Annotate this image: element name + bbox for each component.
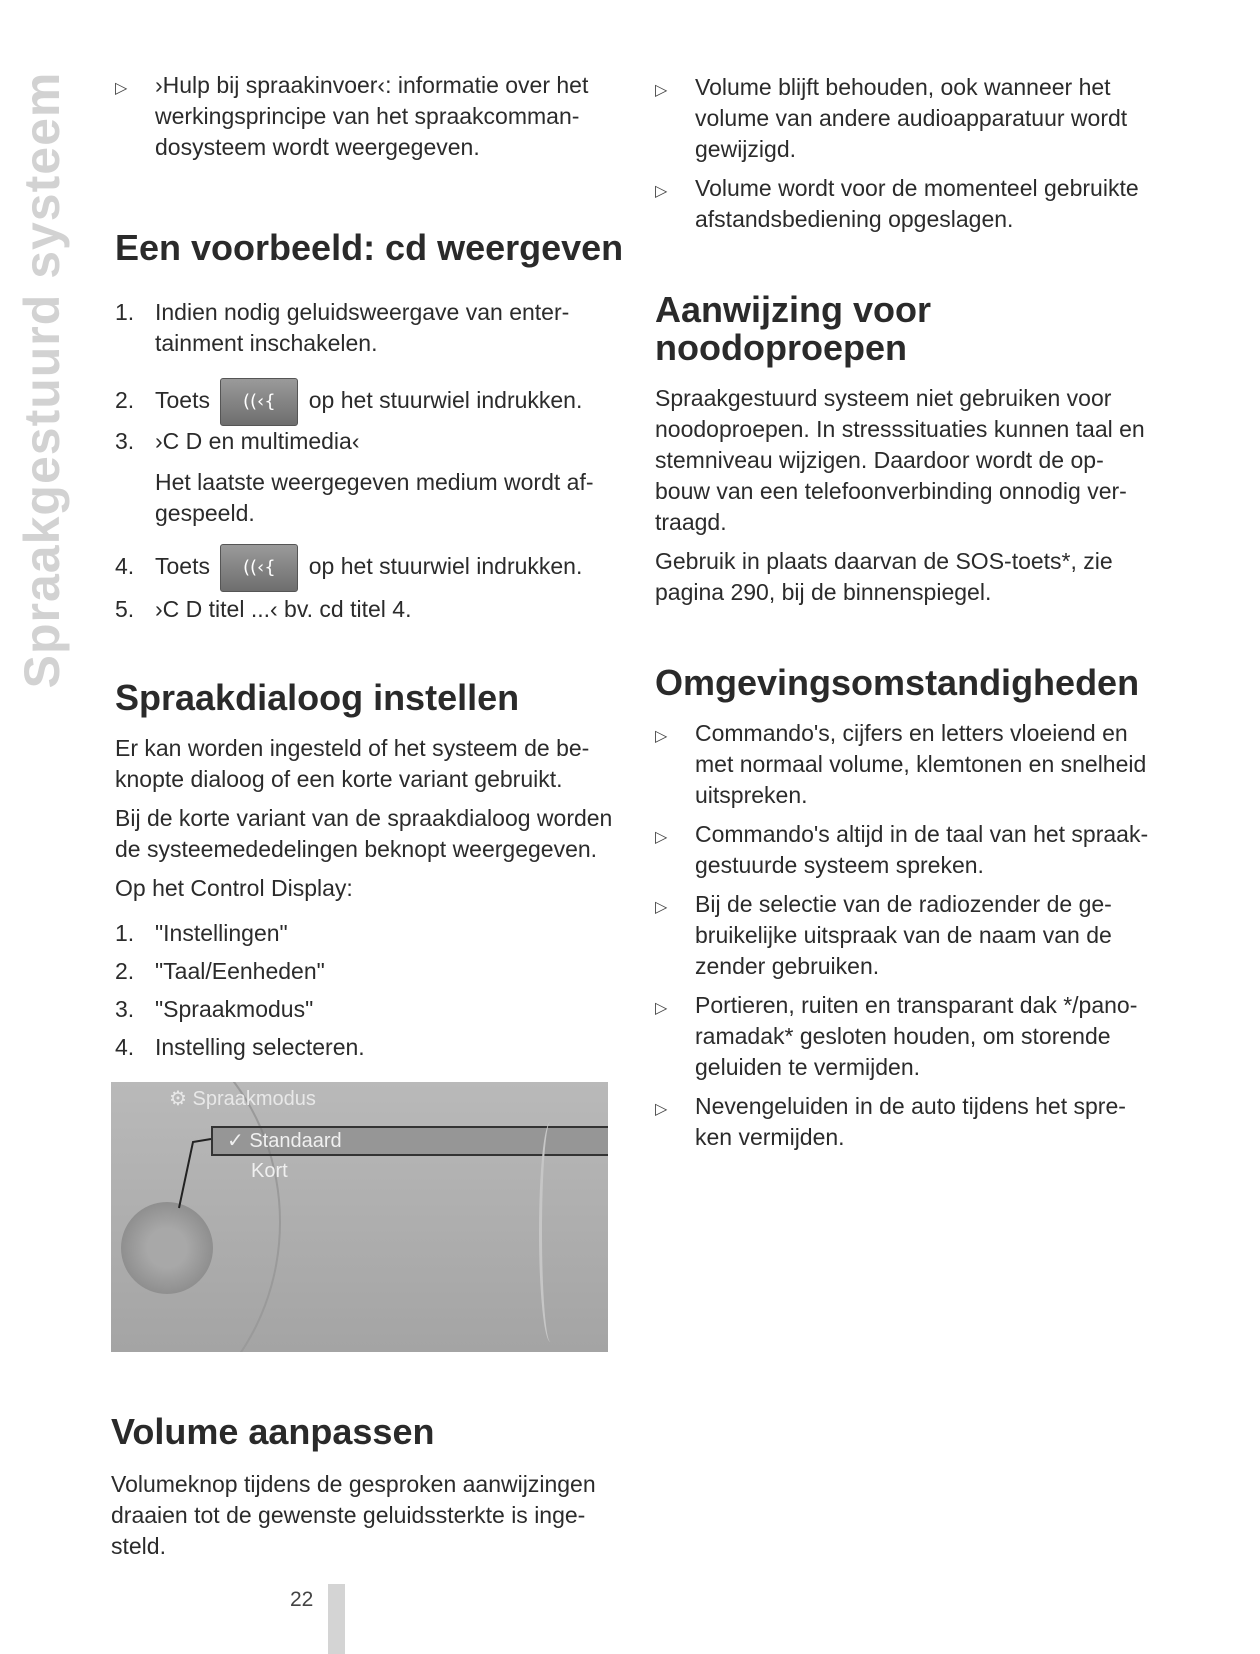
volume-paragraph: Volumeknop tijdens de gesproken aanwijzingen draaien tot de gewenste geluidssterkte is inge- steld.	[111, 1471, 596, 1559]
left-column	[115, 70, 625, 1063]
heading-example: Een voorbeeld: cd weergeven	[115, 227, 624, 268]
environment-bullets	[655, 718, 1175, 1153]
dialog-paragraph-2: Bij de korte variant van de spraakdialoog worden de systeemededelingen beknopt weergegeven.	[115, 804, 613, 862]
dialog-step-2: 2. "Taal/Eenheden"	[115, 957, 325, 984]
step-5: 5. ›C D titel ...‹ bv. cd titel 4.	[115, 595, 412, 622]
environment-bullet-5: ▷ Nevengeluiden in de auto tijdens het spre- ken vermijden.	[655, 1093, 1126, 1150]
heading-emergency: Aanwijzing voor noodoproepen	[655, 289, 932, 368]
volume-section	[111, 1413, 621, 1562]
heading-volume: Volume aanpassen	[111, 1411, 435, 1452]
voice-command-icon: ((‹{	[220, 544, 298, 592]
right-column	[655, 72, 1175, 1153]
triangle-right-icon: ▷	[655, 1000, 668, 1017]
step-2: 2. Toets ((‹{ op het stuurwiel indrukken.	[115, 377, 625, 426]
volume-bullet-2: ▷ Volume wordt voor de momenteel gebruikte afstandsbediening opgeslagen.	[655, 175, 1139, 232]
volume-bullet-1: ▷ Volume blijft behouden, ook wanneer het volume van andere audioapparatuur wordt gewijzigd.	[655, 74, 1128, 162]
step-1: 1. Indien nodig geluidsweergave van enter- tainment inschakelen.	[115, 299, 570, 356]
example-steps	[115, 297, 625, 625]
environment-bullet-1: ▷ Commando's, cijfers en letters vloeiend en met normaal volume, klemtonen en snelheid uitspreken.	[655, 720, 1147, 808]
side-section-title: Spraakgestuurd systeem	[14, 71, 70, 689]
step-3: 3. ›C D en multimedia‹ Het laatste weergegeven medium wordt af- gespeeld.	[115, 427, 594, 526]
screen-option-standaard[interactable]: ✓ Standaard	[211, 1126, 608, 1156]
voice-command-icon: ((‹{	[220, 378, 298, 426]
triangle-right-icon: ▷	[655, 829, 668, 846]
dialog-step-1: 1. "Instellingen"	[115, 919, 288, 946]
dialog-steps	[115, 918, 625, 1063]
triangle-right-icon: ▷	[655, 899, 668, 916]
dialog-step-3: 3. "Spraakmodus"	[115, 995, 314, 1022]
dialog-paragraph-1: Er kan worden ingesteld of het systeem de be- knopte dialoog of een korte variant gebruikt.	[115, 734, 590, 792]
environment-bullet-3: ▷ Bij de selectie van de radiozender de ge- bruikelijke uitspraak van de naam van de zender gebruiken.	[655, 891, 1112, 979]
environment-bullet-4: ▷ Portieren, ruiten en transparant dak */pano- ramadak* gesloten houden, om storende geluiden te vermijden.	[655, 992, 1138, 1080]
screen-option-kort[interactable]: Kort	[251, 1160, 288, 1182]
triangle-right-icon: ▷	[115, 80, 128, 97]
emergency-paragraph-1: Spraakgestuurd systeem niet gebruiken voor noodoproepen. In stresssituaties kunnen taal en stemniveau wijzigen. Daardoor wordt de op- bouw van een telefoonverbinding onnodig ver- traagd.	[655, 385, 1145, 535]
triangle-right-icon: ▷	[655, 183, 668, 200]
page-tab-marker	[328, 1584, 345, 1654]
heading-dialog: Spraakdialoog instellen	[115, 676, 520, 718]
environment-bullet-2: ▷ Commando's altijd in de taal van het spraak- gestuurde systeem spreken.	[655, 821, 1149, 878]
heading-environment: Omgevingsomstandigheden	[655, 662, 1140, 703]
emergency-paragraph-2: Gebruik in plaats daarvan de SOS-toets*, zie pagina 290, bij de binnenspiegel.	[655, 548, 1113, 605]
selection-pointer	[111, 1082, 608, 1352]
screen-title: ⚙ Spraakmodus	[169, 1088, 316, 1110]
step-4: 4. Toets ((‹{ op het stuurwiel indrukken.	[115, 543, 625, 592]
triangle-right-icon: ▷	[655, 82, 668, 99]
page-number: 22	[290, 1588, 314, 1611]
intro-bullet: ▷ ›Hulp bij spraakinvoer‹: informatie over het werkingsprincipe van het spraakcomman- dosysteem wordt weergegeven.	[115, 72, 589, 160]
dialog-step-4: 4. Instelling selecteren.	[115, 1033, 365, 1060]
gear-icon: ⚙	[169, 1088, 187, 1110]
dialog-paragraph-3: Op het Control Display:	[115, 874, 353, 901]
control-display-screenshot	[111, 1082, 608, 1352]
triangle-right-icon: ▷	[655, 1101, 668, 1118]
triangle-right-icon: ▷	[655, 728, 668, 745]
